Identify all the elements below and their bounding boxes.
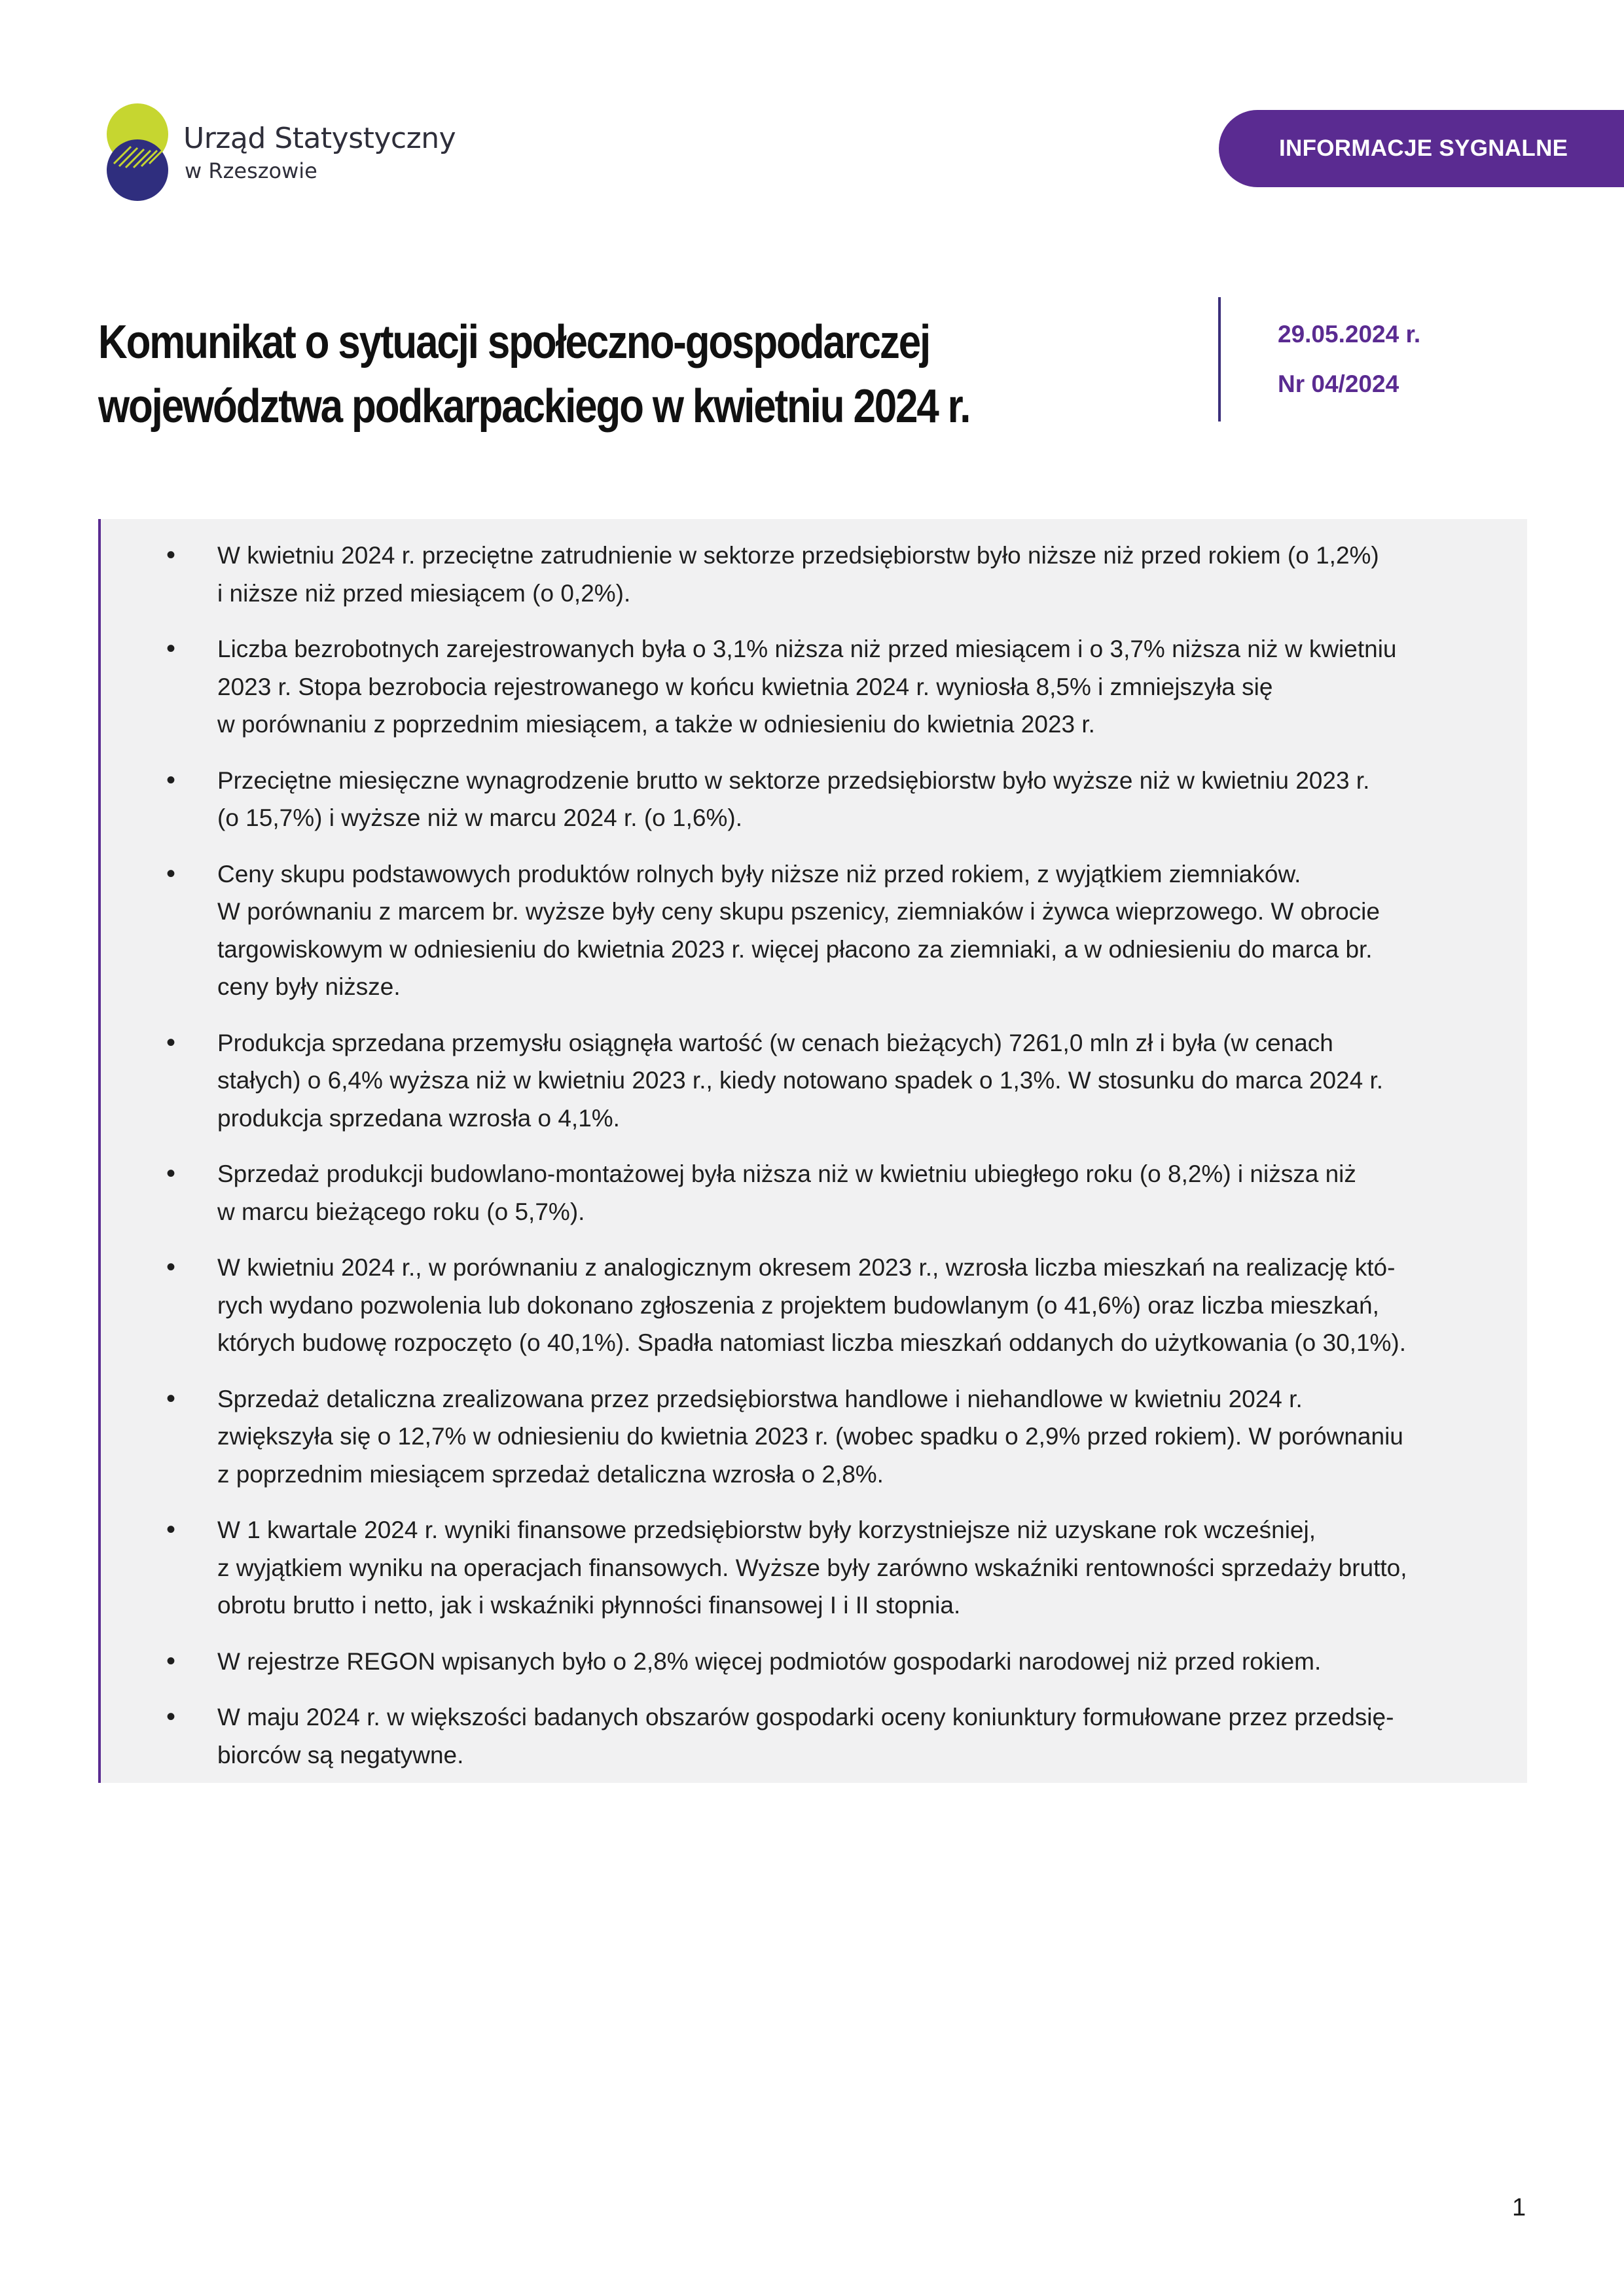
meta-divider bbox=[1218, 297, 1221, 422]
logo-icon bbox=[105, 103, 177, 202]
summary-item-line: • Sprzedaż produkcji budowlano-montażowej była niższa niż w kwietniu ubiegłego roku (o 8,2%) i niższa niż bbox=[217, 1160, 1356, 1187]
summary-item-line: w marcu bieżącego roku (o 5,7%). bbox=[217, 1198, 585, 1225]
summary-item-line: ceny były niższe. bbox=[217, 973, 401, 1000]
title-line-2: województwa podkarpackiego w kwietniu 2024 r. bbox=[98, 380, 970, 433]
summary-item-line: • W maju 2024 r. w większości badanych obszarów gospodarki oceny koniunktury formułowane przez przedsię- bbox=[217, 1704, 1394, 1731]
summary-item bbox=[101, 1643, 1527, 1681]
summary-item-line: targowiskowym w odniesieniu do kwietnia 2023 r. więcej płacono za ziemniaki, a w odniesieniu do marca br. bbox=[217, 935, 1373, 963]
summary-item-line: • W kwietniu 2024 r., w porównaniu z analogicznym okresem 2023 r., wzrosła liczba mieszkań na realizację któ- bbox=[217, 1254, 1396, 1281]
summary-item-line: (o 15,7%) i wyższe niż w marcu 2024 r. (o 1,6%). bbox=[217, 804, 742, 831]
summary-item-line: • Przeciętne miesięczne wynagrodzenie brutto w sektorze przedsiębiorstw było wyższe niż w kwietniu 2023 r. bbox=[217, 766, 1370, 794]
summary-item-line: obrotu brutto i netto, jak i wskaźniki płynności finansowej I i II stopnia. bbox=[217, 1592, 961, 1619]
summary-item-line: • W 1 kwartale 2024 r. wyniki finansowe przedsiębiorstw były korzystniejsze niż uzyskane rok wcześniej, bbox=[217, 1516, 1316, 1543]
summary-item bbox=[101, 855, 1527, 1006]
summary-item-line: z poprzednim miesiącem sprzedaż detaliczna wzrosła o 2,8%. bbox=[217, 1460, 884, 1488]
summary-box bbox=[98, 519, 1527, 1783]
logo bbox=[105, 103, 456, 202]
summary-item bbox=[101, 1380, 1527, 1494]
summary-item bbox=[101, 537, 1527, 612]
summary-item bbox=[101, 1511, 1527, 1624]
summary-item bbox=[101, 1249, 1527, 1362]
summary-item-line: • Ceny skupu podstawowych produktów rolnych były niższe niż przed rokiem, z wyjątkiem ziemniaków. bbox=[217, 860, 1301, 888]
logo-title: Urząd Statystyczny bbox=[183, 122, 456, 155]
summary-item bbox=[101, 1024, 1527, 1138]
info-badge: INFORMACJE SYGNALNE bbox=[1219, 110, 1624, 187]
summary-item-line: W porównaniu z marcem br. wyższe były ceny skupu pszenicy, ziemniaków i żywca wieprzowego. W obrocie bbox=[217, 898, 1380, 925]
summary-item-line: • Sprzedaż detaliczna zrealizowana przez przedsiębiorstwa handlowe i niehandlowe w kwietniu 2024 r. bbox=[217, 1385, 1303, 1412]
summary-item-line: stałych) o 6,4% wyższa niż w kwietniu 2023 r., kiedy notowano spadek o 1,3%. W stosunku do marca 2024 r. bbox=[217, 1067, 1384, 1094]
summary-item-line: • W kwietniu 2024 r. przeciętne zatrudnienie w sektorze przedsiębiorstw było niższe niż przed rokiem (o 1,2%) bbox=[217, 542, 1379, 569]
summary-item bbox=[101, 1698, 1527, 1774]
title-line-1: Komunikat o sytuacji społeczno-gospodarczej bbox=[98, 316, 930, 368]
summary-item-line: • Liczba bezrobotnych zarejestrowanych była o 3,1% niższa niż przed miesiącem i o 3,7% niższa niż w kwietniu bbox=[217, 636, 1397, 662]
summary-item-line: rych wydano pozwolenia lub dokonano zgłoszenia z projektem budowlanym (o 41,6%) oraz liczba mieszkań, bbox=[217, 1291, 1379, 1319]
logo-subtitle: w Rzeszowie bbox=[185, 158, 317, 183]
summary-item-line: 2023 r. Stopa bezrobocia rejestrowanego w końcu kwietnia 2024 r. wyniosła 8,5% i zmniejszyła się bbox=[217, 673, 1273, 700]
summary-item-line: • Produkcja sprzedana przemysłu osiągnęła wartość (w cenach bieżących) 7261,0 mln zł i była (w cenach bbox=[217, 1029, 1333, 1056]
publication-date: 29.05.2024 r. bbox=[1278, 321, 1421, 348]
summary-list bbox=[101, 537, 1527, 1792]
summary-item-line: i niższe niż przed miesiącem (o 0,2%). bbox=[217, 579, 631, 607]
summary-item-line: z wyjątkiem wyniku na operacjach finansowych. Wyższe były zarówno wskaźniki rentowności sprzedaży brutto, bbox=[217, 1554, 1407, 1581]
publication-number: Nr 04/2024 bbox=[1278, 370, 1399, 397]
summary-item-line: zwiększyła się o 12,7% w odniesieniu do kwietnia 2023 r. (wobec spadku o 2,9% przed rokiem). W porównaniu bbox=[217, 1423, 1403, 1450]
summary-item bbox=[101, 762, 1527, 837]
summary-item-line: w porównaniu z poprzednim miesiącem, a także w odniesieniu do kwietnia 2023 r. bbox=[217, 711, 1095, 738]
summary-item bbox=[101, 1155, 1527, 1230]
page-number: 1 bbox=[1512, 2194, 1526, 2221]
summary-item-line: produkcja sprzedana wzrosła o 4,1%. bbox=[217, 1104, 620, 1132]
summary-item-line: • W rejestrze REGON wpisanych było o 2,8% więcej podmiotów gospodarki narodowej niż przed rokiem. bbox=[217, 1647, 1322, 1675]
summary-item-line: biorców są negatywne. bbox=[217, 1741, 464, 1768]
summary-item bbox=[101, 630, 1527, 744]
summary-item-line: których budowę rozpoczęto (o 40,1%). Spadła natomiast liczba mieszkań oddanych do użytkowania (o 30,1%). bbox=[217, 1329, 1407, 1356]
page-title bbox=[98, 310, 1021, 439]
